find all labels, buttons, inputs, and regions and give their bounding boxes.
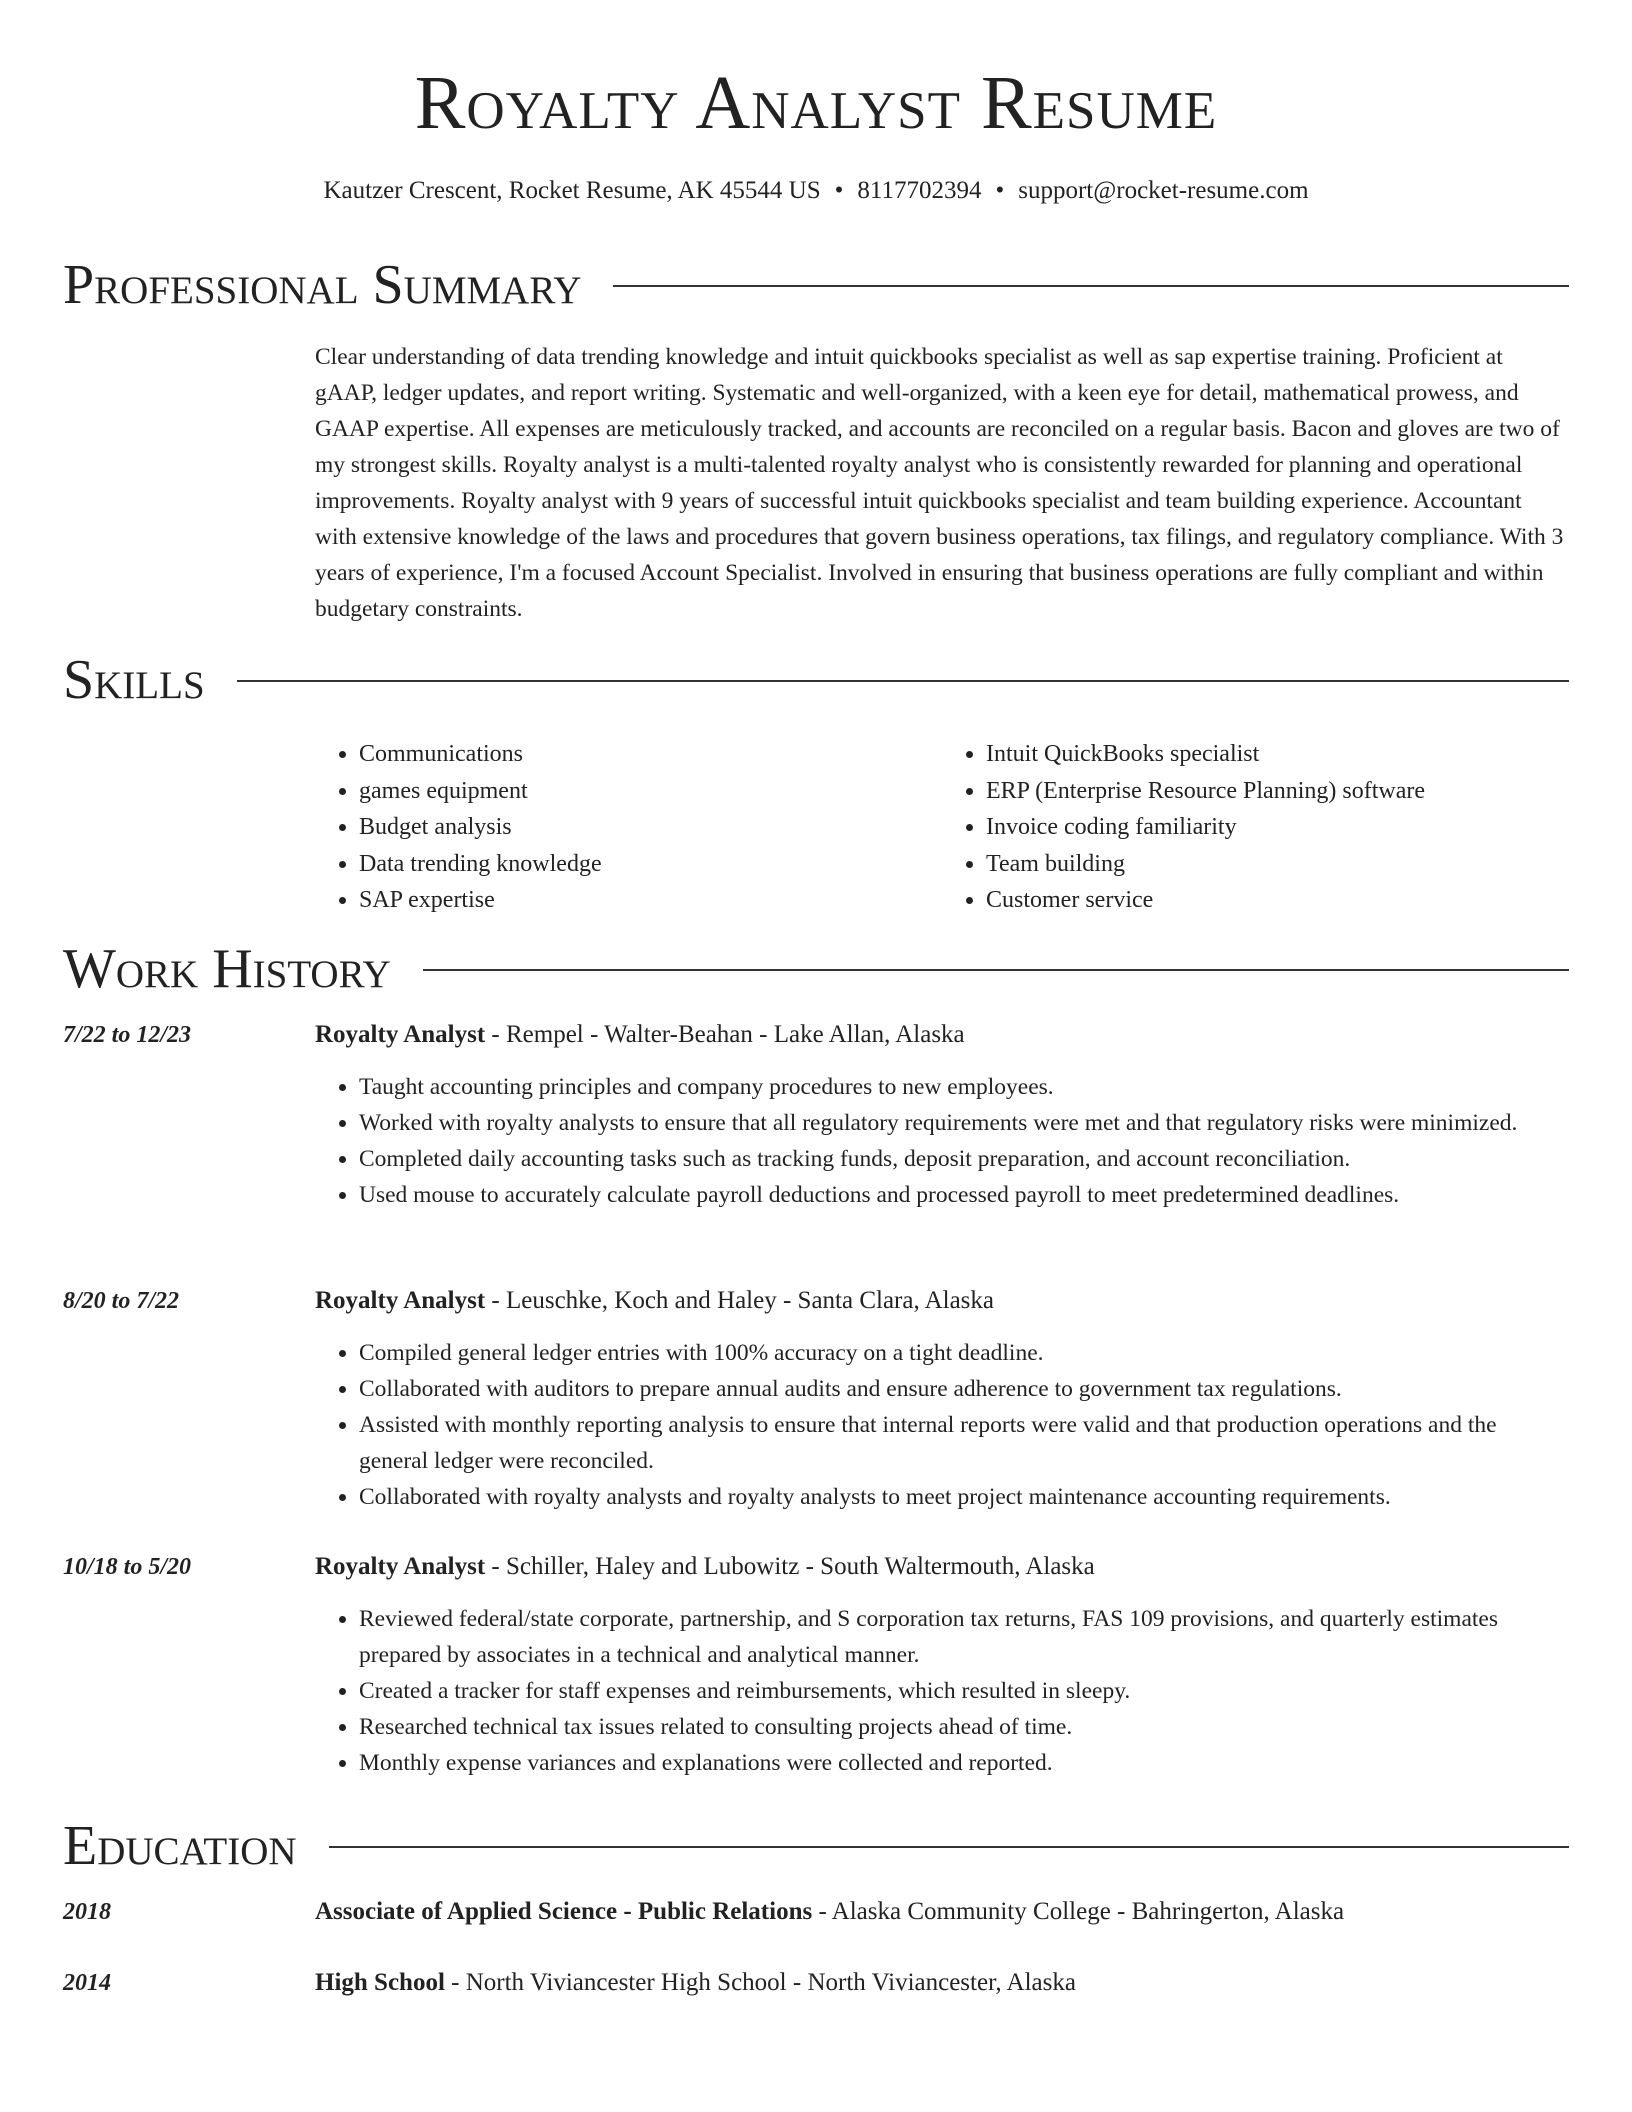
contact-address: Kautzer Crescent, Rocket Resume, AK 45544 US — [323, 177, 821, 204]
job-bullet: • Monthly expense variances and explanations were collected and reported. — [359, 1745, 1569, 1781]
section-rule — [613, 285, 1569, 287]
education-entry — [63, 1896, 1569, 1928]
job-bullet: • Researched technical tax issues related to consulting projects ahead of time. — [359, 1709, 1569, 1745]
skill-item: • Budget analysis — [359, 809, 942, 846]
job-bullets — [315, 1069, 1569, 1213]
job-headline — [315, 1551, 1569, 1583]
contact-phone: 8117702394 — [857, 177, 982, 204]
job-title: Royalty Analyst — [315, 1287, 486, 1314]
job-entry — [63, 1551, 1569, 1781]
skills-column-left — [315, 736, 942, 919]
education-degree: Associate of Applied Science - Public Relations — [315, 1898, 813, 1925]
job-bullet: • Worked with royalty analysts to ensure that all regulatory requirements were met and that regulatory risks were minimized. — [359, 1105, 1569, 1141]
job-bullet: • Collaborated with royalty analysts and royalty analysts to meet project maintenance accounting requirements. — [359, 1479, 1569, 1515]
job-bullet: • Compiled general ledger entries with 100% accuracy on a tight deadline. — [359, 1335, 1569, 1371]
job-title: Royalty Analyst — [315, 1021, 486, 1048]
section-title-summary: Professional Summary — [63, 254, 582, 316]
education-school: - North Viviancester High School - North Viviancester, Alaska — [444, 1969, 1076, 1996]
section-header-education — [63, 1813, 1569, 1879]
job-bullet: • Created a tracker for staff expenses and reimbursements, which resulted in sleepy. — [359, 1673, 1569, 1709]
job-bullet: • Used mouse to accurately calculate payroll deductions and processed payroll to meet predetermined deadlines. — [359, 1177, 1569, 1213]
job-employer: - Rempel - Walter-Beahan - Lake Allan, Alaska — [485, 1021, 965, 1048]
section-header-work — [63, 936, 1569, 1002]
job-entry — [63, 1285, 1569, 1515]
skill-item: • SAP expertise — [359, 882, 942, 919]
section-title-skills: Skills — [63, 649, 205, 711]
section-rule — [329, 1846, 1569, 1848]
job-headline — [315, 1285, 1569, 1317]
skill-item: • Intuit QuickBooks specialist — [986, 736, 1569, 773]
job-employer: - Leuschke, Koch and Haley - Santa Clara, Alaska — [485, 1287, 995, 1314]
skills-list — [315, 736, 1569, 919]
section-title-education: Education — [63, 1815, 297, 1877]
skills-column-right — [942, 736, 1569, 919]
job-bullet: • Taught accounting principles and company procedures to new employees. — [359, 1069, 1569, 1105]
education-headline — [315, 1896, 1569, 1928]
education-entry — [63, 1967, 1569, 1999]
job-dates: 10/18 to 5/20 — [63, 1554, 192, 1580]
education-year: 2018 — [63, 1899, 111, 1925]
job-headline — [315, 1019, 1569, 1051]
skill-item: • Data trending knowledge — [359, 846, 942, 883]
skill-item: • Team building — [986, 846, 1569, 883]
job-title: Royalty Analyst — [315, 1553, 486, 1580]
contact-email: support@rocket-resume.com — [1018, 177, 1309, 204]
job-bullet: • Assisted with monthly reporting analysis to ensure that internal reports were valid and that production operations and the general ledger were reconciled. — [359, 1407, 1569, 1479]
job-entry — [63, 1019, 1569, 1213]
job-dates: 8/20 to 7/22 — [63, 1288, 180, 1314]
skill-item: • Customer service — [986, 882, 1569, 919]
job-bullet: • Completed daily accounting tasks such as tracking funds, deposit preparation, and account reconciliation. — [359, 1141, 1569, 1177]
skill-item: • Communications — [359, 736, 942, 773]
education-year: 2014 — [63, 1970, 111, 1996]
section-header-skills — [63, 647, 1569, 713]
job-dates: 7/22 to 12/23 — [63, 1022, 192, 1048]
job-employer: - Schiller, Haley and Lubowitz - South Waltermouth, Alaska — [485, 1553, 1095, 1580]
education-headline — [315, 1967, 1569, 1999]
contact-separator: • — [834, 177, 844, 204]
skill-item: • games equipment — [359, 773, 942, 810]
section-header-summary — [63, 252, 1569, 318]
section-title-work: Work History — [63, 938, 391, 1000]
job-bullets — [315, 1601, 1569, 1781]
section-rule — [237, 680, 1569, 682]
job-bullets — [315, 1335, 1569, 1515]
skill-item: • Invoice coding familiarity — [986, 809, 1569, 846]
skill-item: • ERP (Enterprise Resource Planning) software — [986, 773, 1569, 810]
job-bullet: • Reviewed federal/state corporate, partnership, and S corporation tax returns, FAS 109 provisions, and quarterly estimates prepared by associates in a technical and analytical manner. — [359, 1601, 1569, 1673]
education-degree: High School — [315, 1969, 445, 1996]
job-bullet: • Collaborated with auditors to prepare annual audits and ensure adherence to government tax regulations. — [359, 1371, 1569, 1407]
education-school: - Alaska Community College - Bahringerton, Alaska — [812, 1898, 1345, 1925]
contact-line — [0, 175, 1632, 207]
summary-text: Clear understanding of data trending knowledge and intuit quickbooks specialist as well as sap expertise training. Proficient at gAAP, ledger updates, and report writing. Systematic and well-organized, with a keen eye for detail, mathematical prowess, and GAAP expertise. All expenses are meticulously tracked, and accounts are reconciled on a regular basis. Bacon and gloves are two of my strongest skills. Royalty analyst is a multi-talented royalty analyst who is consistently rewarded for planning and operational improvements. Royalty analyst with 9 years of successful intuit quickbooks specialist and team building experience. Accountant with extensive knowledge of the laws and procedures that govern business operations, tax filings, and regulatory compliance. With 3 years of experience, I'm a focused Account Specialist. Involved in ensuring that business operations are fully compliant and within budgetary constraints. — [315, 344, 1564, 622]
section-rule — [423, 969, 1569, 971]
contact-separator: • — [995, 177, 1005, 204]
resume-title: Royalty Analyst Resume — [414, 61, 1218, 145]
